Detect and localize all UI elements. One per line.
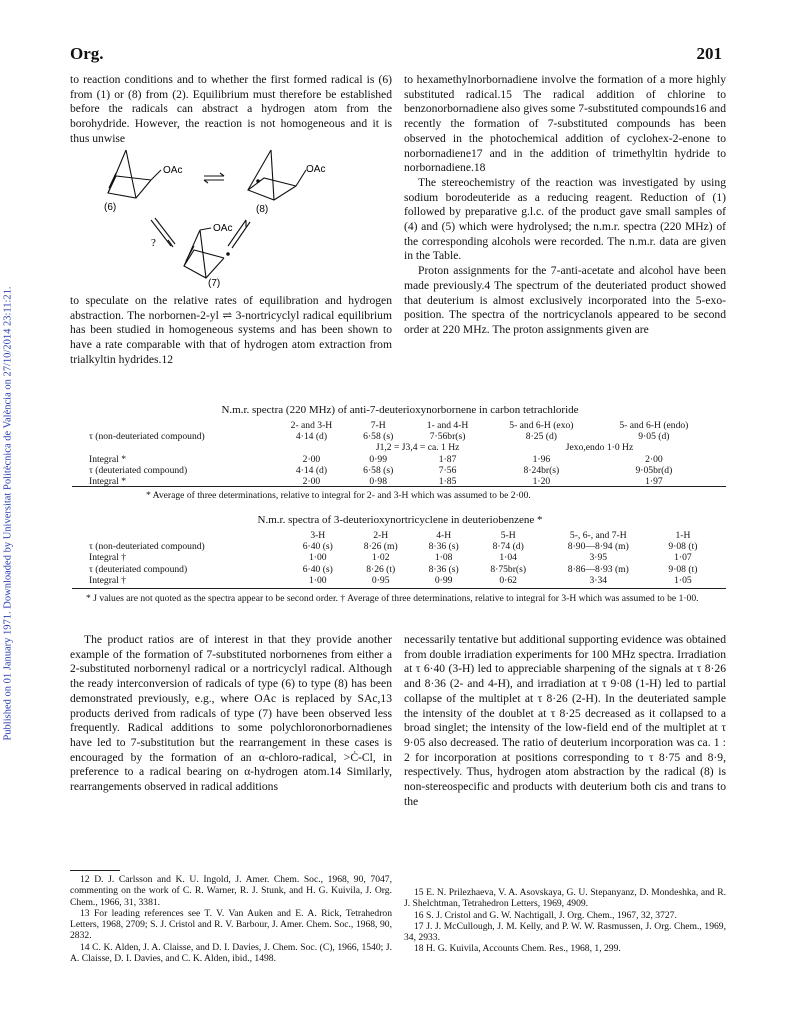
table2-cell: 3·95 <box>589 552 608 564</box>
table2-cell: Integral † <box>89 552 127 564</box>
oac-label-6: OAc <box>163 165 183 176</box>
right-paragraph-3: Proton assignments for the 7-anti-acetate and alcohol have been made previously.4 The spectrum of the deuteriated product showed that deuterium is almost exclusively incorporated into the 5-exo-position. The spectra of the nortricyclanols appeared to be second order at 220 MHz. The proton assignments given are <box>404 264 726 336</box>
table1-header-cell <box>86 420 275 431</box>
reaction-scheme <box>96 148 356 288</box>
table2-cell: 1·05 <box>674 574 692 586</box>
table1-cell: 8·24br(s) <box>523 464 560 476</box>
refs-left-rule <box>70 870 120 871</box>
table1-caption: N.m.r. spectra (220 MHz) of anti-7-deuterioxynorbornene in carbon tetrachloride <box>221 404 579 416</box>
table2-cell: 1·04 <box>499 552 517 564</box>
table1-cell: 1·87 <box>438 453 457 465</box>
table1-cell <box>275 442 349 453</box>
oac-label-8: OAc <box>306 164 326 175</box>
table1-cell: 2·00 <box>645 453 663 465</box>
table1-header-cell: 5- and 6-H (exo) <box>509 420 574 431</box>
reference-17: 17 J. J. McCullough, J. M. Kelly, and P. W. W. Rasmussen, J. Org. Chem., 1969, 34, 2933. <box>404 920 726 944</box>
page-number: 201 <box>696 44 722 63</box>
table2-caption: N.m.r. spectra of 3-deuterioxynortricyclene in deuteriobenzene * <box>257 514 543 526</box>
table2-cell: τ (non-deuteriated compound) <box>89 541 205 553</box>
norbornenyl-radical-8 <box>248 150 306 200</box>
left-column-top <box>70 73 392 147</box>
table2-footnote: * J values are not quoted as the spectra appear to be second order. † Average of three determinations, relative to integral for 3-H which was assumed to be 1·00. <box>86 593 699 604</box>
compound-8-label: (8) <box>256 204 269 215</box>
table1-coupling-cell: J1,2 = J3,4 = ca. 1 Hz <box>375 442 460 454</box>
table1-cell: 0·99 <box>369 453 387 465</box>
right-paragraph-2: The stereochemistry of the reaction was investigated by using sodium borodeuteride as a reducing reagent. Reduction of (1) followed by preparative g.l.c. of the product gave small samples of (4) and (5) which were hydrolysed; the n.m.r. spectra (220 MHz) of the corresponding alcohols were recorded. The n.m.r. data are given in the Table. <box>404 175 726 263</box>
table2-cell: 3·34 <box>589 574 608 586</box>
journal-header: Org. <box>70 44 104 63</box>
table1-header-cell: 7-H <box>370 420 386 431</box>
references-left <box>70 874 392 964</box>
compound-7-label: (7) <box>208 278 221 288</box>
compound-6-label: (6) <box>104 202 117 213</box>
table2-cell: 0·62 <box>499 574 517 586</box>
right-column-bottom <box>404 633 726 809</box>
norbornenyl-radical-6 <box>108 150 161 198</box>
equilibrium-arrows-1 <box>204 173 224 183</box>
table2-header-cell: 4-H <box>436 530 452 541</box>
table2-header-cell: 2-H <box>373 530 389 541</box>
oac-label-7: OAc <box>213 223 233 234</box>
right-column-top <box>404 73 726 338</box>
table2-cell: 8·86—8·93 (m) <box>567 563 629 575</box>
reference-12: 12 D. J. Carlsson and K. U. Ingold, J. Amer. Chem. Soc., 1968, 90, 7047, commenting on the work of C. R. Warner, R. J. Stunk, and H. G. Kuivila, J. Org. Chem., 1966, 31, 3381. <box>70 874 392 908</box>
table2-row <box>86 564 712 575</box>
table1-cell: 9·05br(d) <box>635 464 673 476</box>
table2-cell: 1·00 <box>308 552 327 564</box>
table2-cell: 6·40 (s) <box>302 541 333 553</box>
table1-cell: 9·05 (d) <box>638 431 670 443</box>
table2-cell: 0·95 <box>371 574 390 586</box>
table2-cell: 8·26 (t) <box>366 563 396 575</box>
table2-cell: 8·26 (m) <box>363 541 398 553</box>
table1-cell: Integral * <box>89 453 127 465</box>
left-paragraph-3: The product ratios are of interest in that they provide another example of the formation of 7-substituted norbornenes from either a 2-substituted norbornenyl radical or a nortricyclyl radical. Although the ready interconversion of radicals of type (6) to type (8) has been demonstrated previously, e.g., where OAc is replaced by SAc,13 products derived from radicals of type (7) have been observed less frequently. Radical additions to some polychloronorbornadienes have led to 7-substitution but the rearrangement in these cases is encouraged by the formation of an α-chloro-radical, >Ċ-Cl, in preference to a radical bearing on α-hydrogen atom.14 Similarly, rearrangements observed in radical additions <box>70 633 392 794</box>
table1-cell: 6·58 (s) <box>363 464 394 476</box>
left-paragraph-1: to reaction conditions and to whether the first formed radical is (6) from (1) or (8) from (2). Equilibrium must therefore be established before the radicals can abstract a hydrogen atom from the borohydride. However, the reaction is not homogeneous and it is thus unwise <box>70 73 392 145</box>
table2-cell: 0·99 <box>434 574 453 586</box>
table1-cell: τ (non-deuteriated compound) <box>89 431 205 443</box>
table1-cell <box>86 442 275 453</box>
table1-cell: 1·20 <box>532 476 551 488</box>
table1-row <box>86 465 712 476</box>
question-mark: ? <box>151 237 156 249</box>
table2-cell: 9·08 (t) <box>668 563 698 575</box>
table1-cell: 1·96 <box>532 453 551 465</box>
table1-cell: 1·97 <box>645 476 663 488</box>
table2-cell: 1·02 <box>371 552 390 564</box>
table1-header-row <box>86 420 712 431</box>
reference-15: 15 E. N. Prilezhaeva, V. A. Asovskaya, G. U. Stepanyanz, D. Mondeshka, and R. J. Shelchtman, Tetrahedron Letters, 1969, 4909. <box>404 887 726 910</box>
table2-cell: 9·08 (t) <box>668 541 698 553</box>
reference-14: 14 C. K. Alden, J. A. Claisse, and D. I. Davies, J. Chem. Soc. (C), 1966, 1540; J. A. Claisse, D. I. Davies, and C. K. Alden, ibid., 1498. <box>70 941 392 965</box>
left-paragraph-2: to speculate on the relative rates of equilibration and hydrogen abstraction. The norbornen-2-yl ⇌ 3-nortricyclyl radical equilibrium has been studied in homogeneous systems and has been shown to have a rate comparable with that of hydrogen atom extraction from trialkyltin hydrides.12 <box>70 294 392 366</box>
table2-cell: τ (deuteriated compound) <box>89 563 188 575</box>
table1-rule <box>72 486 726 487</box>
table2-cell: Integral † <box>89 574 127 586</box>
table1-row <box>86 442 712 453</box>
table2-cell: 8·36 (s) <box>428 563 459 575</box>
table1-cell: 4·14 (d) <box>295 464 328 476</box>
left-column-bottom <box>70 633 392 795</box>
table1-row <box>86 431 712 442</box>
table1-cell: 7·56 <box>438 464 457 476</box>
table1-cell: 6·58 (s) <box>363 431 394 443</box>
table1-cell: τ (deuteriated compound) <box>89 464 188 476</box>
table1-cell: 8·25 (d) <box>525 431 557 443</box>
table1-cell: 7·56br(s) <box>429 431 466 443</box>
table1-cell: Integral * <box>89 476 127 488</box>
table2-cell: 1·07 <box>674 552 692 564</box>
table2-row <box>86 552 712 563</box>
table2-cell: 6·40 (s) <box>302 563 333 575</box>
table2-cell: 8·74 (d) <box>492 541 524 553</box>
table2 <box>86 530 712 586</box>
table2-rule <box>72 588 726 589</box>
table1-cell: 4·14 (d) <box>295 431 328 443</box>
reference-18: 18 H. G. Kuivila, Accounts Chem. Res., 1968, 1, 299. <box>414 943 621 955</box>
right-paragraph-1: to hexamethylnorbornadiene involve the formation of a more highly substituted radical.15 The radical addition of chlorine to benzonorbornadiene also gives some 7-substituted compounds16 and recently the formation of 7-substituted compounds has been observed in the photochemical addition of cyclohex-2-enone to norbornadiene17 and in the addition of trimethyltin hydride to norbornadiene.18 <box>404 73 726 175</box>
table2-header-cell: 3-H <box>310 530 326 541</box>
table1-footnote: * Average of three determinations, relative to integral for 2- and 3-H which was assumed to be 2·00. <box>146 490 531 501</box>
table1-cell: 2·00 <box>302 476 321 488</box>
left-column-mid <box>70 294 392 368</box>
table2-header-cell: 5-, 6-, and 7-H <box>569 530 627 541</box>
table1-cell: 2·00 <box>302 453 321 465</box>
table2-cell: 1·08 <box>434 552 453 564</box>
table1 <box>86 420 712 487</box>
download-notice: Published on 01 January 1971. Downloaded by Universitat Politècnica de València on 27/10/2014 23:11:21. <box>2 286 14 741</box>
table2-cell: 8·90—8·94 (m) <box>567 541 629 553</box>
table1-header-cell: 1- and 4-H <box>426 420 469 431</box>
right-paragraph-4: necessarily tentative but additional supporting evidence was obtained from double irradiation experiments for 100 MHz spectra. Irradiation at τ 6·40 (3-H) led to appreciable sharpening of the signals at τ 8·26 and 8·36 (2- and 4-H), and irradiation at τ 9·08 (1-H) led to partial collapse of the multiplet at τ 8·26 (2-H). In the deuteriated sample the intensity of the doublet at τ 8·25 decreased as it collapsed to a broad singlet; the intensity of the low-field end of the multiplet at τ 9·05 also decreased. The ratio of deuterium incorporation was ca. 1 : 2 for incorporation at positions corresponding to τ 8·75 and 8·9, respectively. Thus, hydrogen atom abstraction by the radical (8) is non-stereospecific and products with deuterium both cis and trans to the <box>404 633 726 808</box>
table1-cell: 1·85 <box>438 476 457 488</box>
table2-header-cell: 5-H <box>500 530 516 541</box>
nortricyclyl-radical-7 <box>184 228 229 278</box>
table1-row <box>86 454 712 465</box>
table2-row <box>86 541 712 552</box>
table2-header-cell: 1-H <box>675 530 691 541</box>
table1-header-cell: 2- and 3-H <box>290 420 333 431</box>
table2-header-row <box>86 530 712 541</box>
table2-cell: 1·00 <box>308 574 327 586</box>
table2-cell: 8·75br(s) <box>490 563 527 575</box>
table1-coupling-cell: Jexo,endo 1·0 Hz <box>565 442 634 454</box>
references-right <box>404 887 726 955</box>
table2-row <box>86 575 712 586</box>
table2-header-cell <box>86 530 288 541</box>
table1-cell: 0·98 <box>369 476 387 488</box>
reference-13: 13 For leading references see T. V. Van Auken and E. A. Rick, Tetrahedron Letters, 1968, 2709; S. J. Cristol and R. V. Barbour, J. Amer. Chem. Soc., 1968, 90, 2832. <box>70 907 392 942</box>
reference-16: 16 S. J. Cristol and G. W. Nachtigall, J. Org. Chem., 1967, 32, 3727. <box>414 909 677 921</box>
table1-header-cell: 5- and 6-H (endo) <box>619 420 689 431</box>
table2-cell: 8·36 (s) <box>428 541 459 553</box>
